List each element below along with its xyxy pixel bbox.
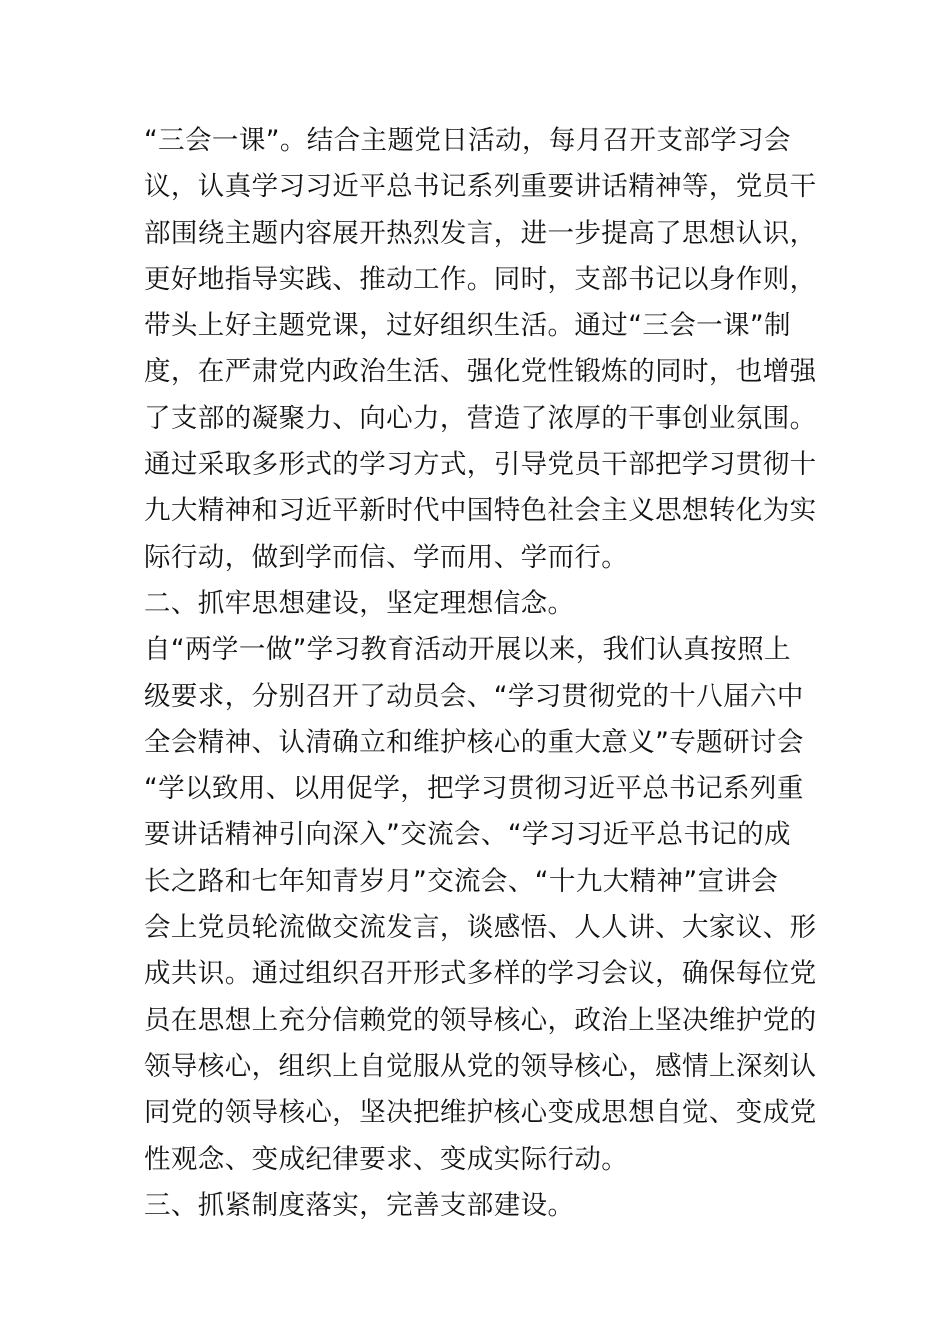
text-line: 部围绕主题内容展开热烈发言，进一步提高了思想认识， (144, 217, 817, 249)
text-line: 议，认真学习习近平总书记系列重要讲话精神等，党员干 (144, 171, 817, 203)
text-line: 通过采取多形式的学习方式，引导党员干部把学习贯彻十 (144, 449, 817, 481)
text-line: 同党的领导核心，坚决把维护核心变成思想自觉、变成党 (144, 1097, 817, 1129)
text-line: 了支部的凝聚力、向心力，营造了浓厚的干事创业氛围。 (144, 402, 817, 434)
text-line: 要讲话精神引向深入”交流会、“学习习近平总书记的成 (144, 819, 791, 851)
document-body (144, 118, 817, 1229)
section-heading: 三、抓紧制度落实，完善支部建设。 (144, 1189, 575, 1221)
text-line: 性观念、变成纪律要求、变成实际行动。 (144, 1143, 629, 1175)
text-line: 员在思想上充分信赖党的领导核心，政治上坚决维护党的 (144, 1004, 817, 1036)
text-line: 际行动，做到学而信、学而用、学而行。 (144, 541, 629, 573)
text-line: “三会一课”。结合主题党日活动，每月召开支部学习会 (144, 125, 791, 156)
text-line: 长之路和七年知青岁月”交流会、“十九大精神”宣讲会 (144, 865, 779, 897)
text-line: 带头上好主题党课，过好组织生活。通过“三会一课”制 (144, 310, 791, 342)
section-heading: 二、抓牢思想建设，坚定理想信念。 (144, 587, 575, 619)
text-line: “学以致用、以用促学，把学习贯彻习近平总书记系列重 (144, 773, 804, 805)
text-line: 级要求，分别召开了动员会、“学习贯彻党的十八届六中 (144, 680, 804, 712)
text-line: 全会精神、认清确立和维护核心的重大意义”专题研讨会 (144, 726, 804, 758)
text-line: 九大精神和习近平新时代中国特色社会主义思想转化为实 (144, 495, 817, 527)
text-line: 成共识。通过组织召开形式多样的学习会议，确保每位党 (144, 958, 817, 990)
text-line: 度，在严肃党内政治生活、强化党性锻炼的同时，也增强 (144, 356, 817, 388)
text-line: 会上党员轮流做交流发言，谈感悟、人人讲、大家议、形 (144, 912, 817, 944)
text-line: 领导核心，组织上自觉服从党的领导核心，感情上深刻认 (144, 1050, 817, 1082)
text-line: 自“两学一做”学习教育活动开展以来，我们认真按照上 (144, 634, 791, 666)
text-line: 更好地指导实践、推动工作。同时，支部书记以身作则， (144, 263, 817, 295)
